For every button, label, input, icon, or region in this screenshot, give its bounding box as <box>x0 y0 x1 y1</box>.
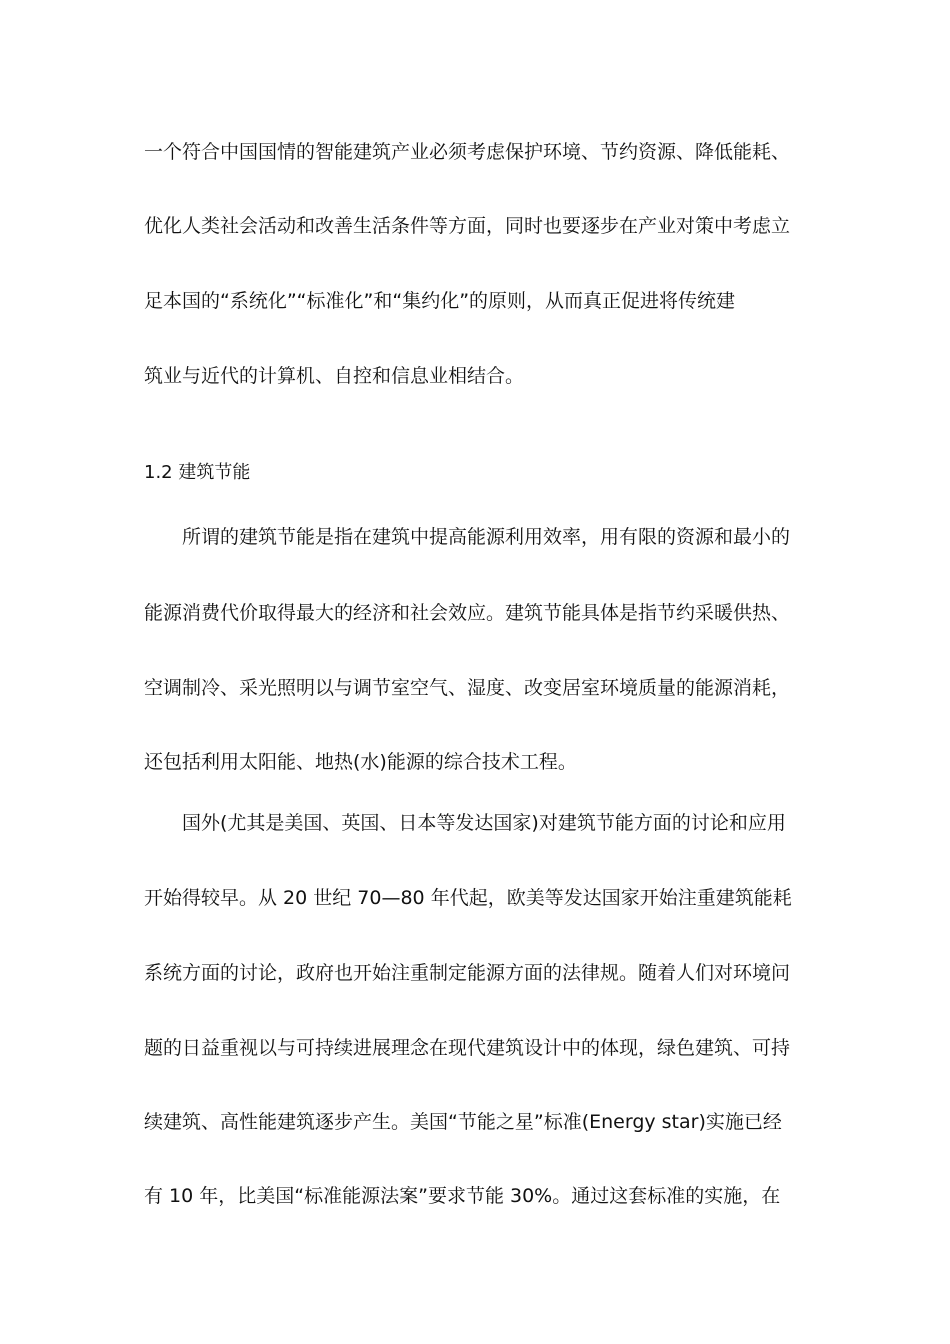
paragraph-2-line-2: 能源消费代价取得最大的经济和社会效应。建筑节能具体是指节约采暖供热、 <box>144 602 791 624</box>
paragraph-1-line-4: 筑业与近代的计算机、自控和信息业相结合。 <box>144 365 525 387</box>
paragraph-3-line-2: 开始得较早。从 20 世纪 70—80 年代起，欧美等发达国家开始注重建筑能耗 <box>144 887 792 909</box>
paragraph-2-line-3: 空调制冷、采光照明以与调节室空气、湿度、改变居室环境质量的能源消耗， <box>144 677 791 699</box>
paragraph-3-line-4: 题的日益重视以与可持续进展理念在现代建筑设计中的体现，绿色建筑、可持 <box>144 1037 791 1059</box>
paragraph-2-line-4: 还包括利用太阳能、地热(水)能源的综合技术工程。 <box>144 751 577 773</box>
paragraph-3-line-1: 国外(尤其是美国、英国、日本等发达国家)对建筑节能方面的讨论和应用 <box>182 812 786 834</box>
paragraph-3-line-3: 系统方面的讨论，政府也开始注重制定能源方面的法律规。随着人们对环境问 <box>144 962 791 984</box>
paragraph-1-line-2: 优化人类社会活动和改善生活条件等方面，同时也要逐步在产业对策中考虑立 <box>144 215 791 237</box>
section-heading: 1.2 建筑节能 <box>144 462 251 483</box>
paragraph-2-line-1: 所谓的建筑节能是指在建筑中提高能源利用效率，用有限的资源和最小的 <box>182 526 791 548</box>
paragraph-3-line-6: 有 10 年，比美国“标准能源法案”要求节能 30%。通过这套标准的实施，在 <box>144 1185 781 1207</box>
paragraph-3-line-5: 续建筑、高性能建筑逐步产生。美国“节能之星”标准(Energy star)实施已经 <box>144 1111 782 1133</box>
paragraph-1-line-1: 一个符合中国国情的智能建筑产业必须考虑保护环境、节约资源、降低能耗、 <box>144 141 791 163</box>
paragraph-1-line-3: 足本国的“系统化”“标准化”和“集约化”的原则，从而真正促进将传统建 <box>144 290 736 312</box>
